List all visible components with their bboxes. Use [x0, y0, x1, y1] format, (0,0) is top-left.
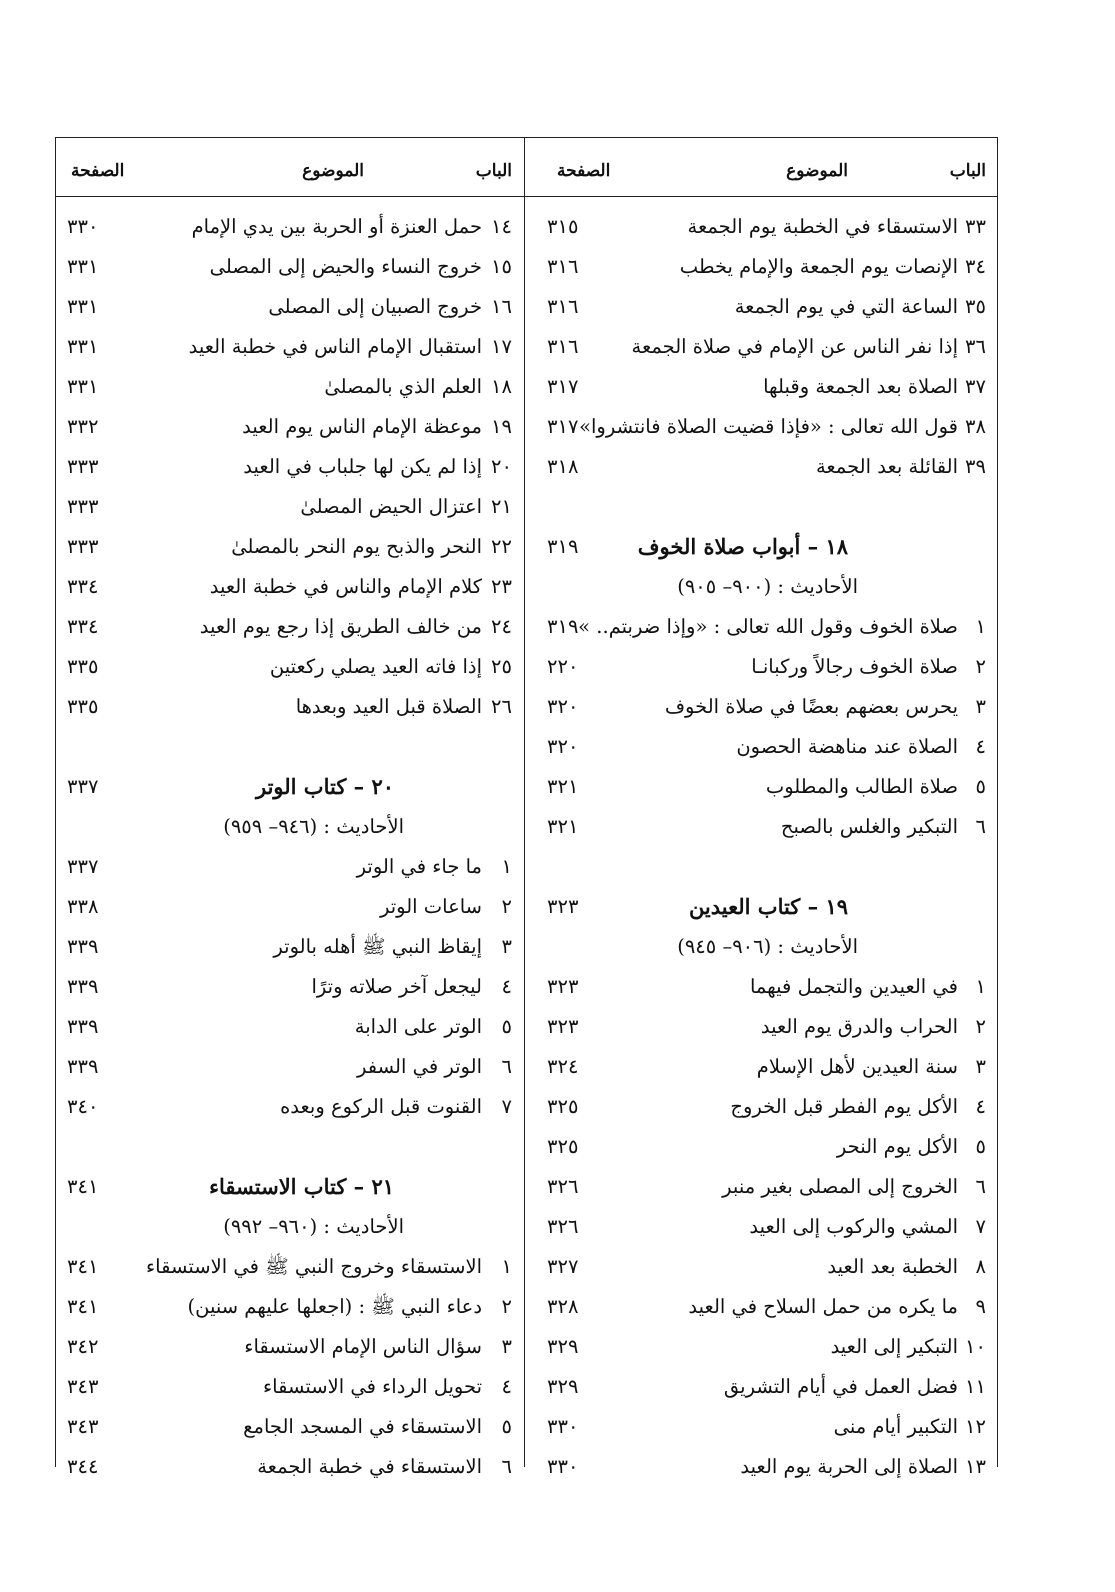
- page-number: ٣١٩: [547, 615, 579, 638]
- chapter-title: الخطبة بعد العيد: [827, 1255, 958, 1278]
- chapter-number: ٢: [975, 655, 986, 678]
- index-row: [529, 727, 998, 767]
- chapter-title: ما جاء في الوتر: [356, 855, 482, 878]
- page-number: ٣١٦: [547, 295, 579, 318]
- chapter-number: ٢٦: [491, 695, 512, 718]
- index-row: [529, 1167, 998, 1207]
- column-divider: [524, 137, 525, 1467]
- chapter-title: الصلاة بعد الجمعة وقبلها: [763, 375, 958, 398]
- chapter-number: ٤: [501, 975, 512, 998]
- header-mawdu: الموضوع: [302, 161, 364, 181]
- page-number: ٣٤٣: [67, 1375, 99, 1398]
- page-number: ٣٣٩: [67, 1055, 99, 1078]
- page-number: ٣٣٩: [67, 975, 99, 998]
- page-number: ٣٣٢: [67, 415, 99, 438]
- page-number: ٣٣٩: [67, 935, 99, 958]
- chapter-number: ٢: [501, 1295, 512, 1318]
- index-row: [529, 1127, 998, 1167]
- chapter-title: الاستسقاء وخروج النبي ﷺ في الاستسقاء: [145, 1255, 482, 1278]
- page-number: ٣٣٠: [547, 1415, 579, 1438]
- chapter-title: الخروج إلى المصلى بغير منبر: [722, 1175, 958, 1198]
- chapter-number: ٢٤: [491, 615, 512, 638]
- chapter-number: ٣٧: [965, 375, 986, 398]
- chapter-title: إذا فاته العيد يصلي ركعتين: [269, 655, 482, 678]
- chapter-number: ٢٠: [491, 455, 512, 478]
- index-row: [55, 1407, 524, 1447]
- index-row: [529, 327, 998, 367]
- section-title: ٢١ – كتاب الاستسقاء: [209, 1174, 394, 1199]
- chapter-title: سنة العيدين لأهل الإسلام: [756, 1055, 958, 1078]
- page-number: ٣٢١: [547, 815, 579, 838]
- chapter-number: ٣٨: [965, 415, 986, 438]
- index-row: [529, 1407, 998, 1447]
- index-row: [55, 1007, 524, 1047]
- index-table: [55, 137, 998, 1478]
- chapter-title: ليجعل آخر صلاته وترًا: [311, 975, 482, 998]
- page-number: ٣٣٤: [67, 575, 99, 598]
- chapter-number: ٥: [501, 1015, 512, 1038]
- index-row: [529, 847, 998, 887]
- index-row: [55, 1127, 524, 1167]
- index-row: [55, 687, 524, 727]
- chapter-title: الساعة التي في يوم الجمعة: [734, 295, 958, 318]
- page-number: ٣٢٣: [547, 895, 579, 918]
- page-number: ٣٣١: [67, 335, 99, 358]
- page-number: ٢٢٠: [547, 655, 579, 678]
- page-number: ٣٣١: [67, 255, 99, 278]
- chapter-title: الأحاديث : (٩٤٦– ٩٥٩): [223, 815, 404, 838]
- chapter-number: ٧: [975, 1215, 986, 1238]
- page-number: ٣٢٥: [547, 1135, 579, 1158]
- chapter-number: ٥: [975, 775, 986, 798]
- chapter-number: ١٤: [491, 215, 512, 238]
- chapter-number: ١: [501, 855, 512, 878]
- chapter-number: ٤: [501, 1375, 512, 1398]
- index-row: [529, 807, 998, 847]
- chapter-title: صلاة الخوف رجالاً وركبانـا: [751, 655, 958, 678]
- page-number: ٣٢٥: [547, 1095, 579, 1118]
- chapter-title: الوتر على الدابة: [354, 1015, 482, 1038]
- chapter-title: ما يكره من حمل السلاح في العيد: [688, 1295, 958, 1318]
- chapter-number: ٣: [501, 935, 512, 958]
- chapter-number: ٢٣: [491, 575, 512, 598]
- page-number: ٣٤٤: [67, 1455, 99, 1478]
- index-row: [529, 207, 998, 247]
- chapter-number: ٥: [975, 1135, 986, 1158]
- chapter-title: النحر والذبح يوم النحر بالمصلىٰ: [231, 535, 482, 558]
- section-heading-row: [55, 767, 524, 807]
- index-row: [529, 287, 998, 327]
- chapter-title: التبكير إلى العيد: [830, 1335, 958, 1358]
- header-safha: الصفحة: [71, 161, 125, 181]
- chapter-number: ١٠: [965, 1335, 986, 1358]
- index-row: [55, 407, 524, 447]
- section-title: ١٩ – كتاب العيدين: [688, 894, 848, 919]
- page-number: ٣٢٤: [547, 1055, 579, 1078]
- index-row: [55, 967, 524, 1007]
- index-row: [529, 687, 998, 727]
- page-number: ٣٣٠: [67, 215, 99, 238]
- page-number: ٣٢٦: [547, 1215, 579, 1238]
- chapter-title: فضل العمل في أيام التشريق: [723, 1375, 958, 1398]
- hadith-range-row: [55, 807, 524, 847]
- chapter-number: ٦: [501, 1055, 512, 1078]
- chapter-number: ٦: [975, 1175, 986, 1198]
- chapter-number: ٦: [975, 815, 986, 838]
- chapter-title: الاستسقاء في المسجد الجامع: [243, 1415, 482, 1438]
- hadith-range-row: [529, 567, 998, 607]
- index-row: [55, 567, 524, 607]
- page-number: ٣٣٧: [67, 855, 99, 878]
- index-row: [55, 607, 524, 647]
- index-row: [529, 1047, 998, 1087]
- chapter-title: موعظة الإمام الناس يوم العيد: [242, 415, 482, 438]
- index-row: [55, 527, 524, 567]
- chapter-number: ١٩: [491, 415, 512, 438]
- chapter-title: حمل العنزة أو الحربة بين يدي الإمام: [191, 215, 482, 238]
- chapter-number: ٧: [501, 1095, 512, 1118]
- chapter-number: ٣٤: [965, 255, 986, 278]
- index-row: [55, 207, 524, 247]
- chapter-title: الوتر في السفر: [357, 1055, 482, 1078]
- page-number: ٣٣٨: [67, 895, 99, 918]
- page-number: ٣٣٣: [67, 455, 99, 478]
- page-number: ٣٣٣: [67, 535, 99, 558]
- index-row: [529, 1367, 998, 1407]
- header-bab: الباب: [475, 161, 512, 181]
- index-row: [529, 1087, 998, 1127]
- page-number: ٣١٨: [547, 455, 579, 478]
- chapter-number: ٣: [501, 1335, 512, 1358]
- chapter-number: ٤: [975, 1095, 986, 1118]
- index-row: [55, 727, 524, 767]
- chapter-title: الاستسقاء في خطبة الجمعة: [257, 1455, 482, 1478]
- chapter-number: ٥: [501, 1415, 512, 1438]
- index-row: [529, 367, 998, 407]
- page-number: ٣٤١: [67, 1175, 99, 1198]
- chapter-title: خروج النساء والحيض إلى المصلى: [209, 255, 482, 278]
- chapter-number: ١: [501, 1255, 512, 1278]
- index-row: [55, 887, 524, 927]
- index-row: [55, 847, 524, 887]
- chapter-title: القنوت قبل الركوع وبعده: [280, 1095, 482, 1118]
- chapter-title: في العيدين والتجمل فيهما: [749, 975, 958, 998]
- chapter-title: سؤال الناس الإمام الاستسقاء: [244, 1335, 482, 1358]
- hadith-range-row: [529, 927, 998, 967]
- chapter-number: ١٦: [491, 295, 512, 318]
- index-row: [529, 1247, 998, 1287]
- page-number: ٣٣٥: [67, 655, 99, 678]
- index-row: [55, 1367, 524, 1407]
- page-number: ٣٢٩: [547, 1375, 579, 1398]
- chapter-title: إذا نفر الناس عن الإمام في صلاة الجمعة: [631, 335, 958, 358]
- chapter-title: الإنصات يوم الجمعة والإمام يخطب: [679, 255, 958, 278]
- chapter-number: ٣: [975, 695, 986, 718]
- chapter-title: الاستسقاء في الخطبة يوم الجمعة: [687, 215, 958, 238]
- index-row: [529, 607, 998, 647]
- chapter-title: الصلاة إلى الحربة يوم العيد: [740, 1455, 958, 1478]
- hadith-range-row: [55, 1207, 524, 1247]
- page-number: ٣١٦: [547, 335, 579, 358]
- chapter-number: ١٨: [491, 375, 512, 398]
- chapter-number: ١٣: [965, 1455, 986, 1478]
- page-number: ٣٣٩: [67, 1015, 99, 1038]
- chapter-number: ٦: [501, 1455, 512, 1478]
- chapter-number: ٣: [975, 1055, 986, 1078]
- chapter-number: ٢٥: [491, 655, 512, 678]
- chapter-title: خروج الصبيان إلى المصلى: [268, 295, 482, 318]
- page-number: ٣١٧: [547, 375, 579, 398]
- page-number: ٣١٦: [547, 255, 579, 278]
- chapter-title: الأحاديث : (٩٦٠– ٩٩٢): [223, 1215, 404, 1238]
- index-row: [55, 487, 524, 527]
- chapter-number: ٣٩: [965, 455, 986, 478]
- section-heading-row: [529, 887, 998, 927]
- chapter-number: ١٧: [491, 335, 512, 358]
- page-number: ٣٢٠: [547, 735, 579, 758]
- page-number: ٣١٩: [547, 535, 579, 558]
- chapter-number: ١: [975, 975, 986, 998]
- page-number: ٣٤٢: [67, 1335, 99, 1358]
- section-heading-row: [55, 1167, 524, 1207]
- index-row: [55, 927, 524, 967]
- chapter-number: ١: [975, 615, 986, 638]
- chapter-title: الصلاة عند مناهضة الحصون: [736, 735, 958, 758]
- chapter-number: ٩: [975, 1295, 986, 1318]
- chapter-title: القائلة بعد الجمعة: [815, 455, 958, 478]
- chapter-title: دعاء النبي ﷺ : (اجعلها عليهم سنين): [187, 1295, 482, 1318]
- index-row: [529, 967, 998, 1007]
- chapter-number: ٢: [975, 1015, 986, 1038]
- left-column: [55, 137, 524, 1478]
- index-row: [529, 1207, 998, 1247]
- chapter-title: يحرس بعضهم بعضًا في صلاة الخوف: [664, 695, 958, 718]
- index-row: [529, 647, 998, 687]
- chapter-title: الحراب والدرق يوم العيد: [760, 1015, 958, 1038]
- chapter-title: المشي والركوب إلى العيد: [749, 1215, 958, 1238]
- page-number: ٣٢٩: [547, 1335, 579, 1358]
- index-row: [55, 1087, 524, 1127]
- header-safha: الصفحة: [557, 161, 611, 181]
- page-number: ٣٣٣: [67, 495, 99, 518]
- index-row: [529, 1007, 998, 1047]
- chapter-title: صلاة الطالب والمطلوب: [765, 775, 958, 798]
- chapter-title: الصلاة قبل العيد وبعدها: [295, 695, 482, 718]
- chapter-number: ٤: [975, 735, 986, 758]
- index-row: [529, 447, 998, 487]
- page-number: ٣٣٥: [67, 695, 99, 718]
- page-number: ٣٣١: [67, 295, 99, 318]
- page-number: ٣٤٣: [67, 1415, 99, 1438]
- index-row: [55, 247, 524, 287]
- chapter-number: ٢١: [491, 495, 512, 518]
- page-number: ٣٢٣: [547, 1015, 579, 1038]
- index-row: [529, 487, 998, 527]
- page-number: ٣٢٧: [547, 1255, 579, 1278]
- page-number: ٣٤١: [67, 1255, 99, 1278]
- index-row: [55, 1247, 524, 1287]
- section-title: ٢٠ – كتاب الوتر: [255, 774, 394, 799]
- chapter-title: التبكير والغلس بالصبح: [780, 815, 958, 838]
- index-row: [55, 1327, 524, 1367]
- page-number: ٣٤٠: [67, 1095, 99, 1118]
- index-row: [55, 287, 524, 327]
- chapter-number: ٢٢: [491, 535, 512, 558]
- index-row: [529, 407, 998, 447]
- page-number: ٣٢٠: [547, 695, 579, 718]
- chapter-title: كلام الإمام والناس في خطبة العيد: [209, 575, 482, 598]
- chapter-number: ٣٦: [965, 335, 986, 358]
- index-row: [529, 1327, 998, 1367]
- chapter-title: من خالف الطريق إذا رجع يوم العيد: [199, 615, 482, 638]
- chapter-title: الأحاديث : (٩٠٠– ٩٠٥): [677, 575, 858, 598]
- chapter-title: الأحاديث : (٩٠٦– ٩٤٥): [677, 935, 858, 958]
- page-number: ٣٢٨: [547, 1295, 579, 1318]
- chapter-title: صلاة الخوف وقول الله تعالى : «وإذا ضربتم.. »: [578, 615, 958, 638]
- page-number: ٣٣٤: [67, 615, 99, 638]
- page-number: ٣٢١: [547, 775, 579, 798]
- page-number: ٣٣٧: [67, 775, 99, 798]
- chapter-title: الأكل يوم النحر: [836, 1135, 958, 1158]
- chapter-title: ساعات الوتر: [379, 895, 482, 918]
- section-title: ١٨ – أبواب صلاة الخوف: [637, 534, 848, 559]
- chapter-title: تحويل الرداء في الاستسقاء: [263, 1375, 482, 1398]
- index-row: [529, 1447, 998, 1487]
- chapter-title: استقبال الإمام الناس في خطبة العيد: [188, 335, 482, 358]
- chapter-number: ٣٣: [965, 215, 986, 238]
- page-number: ٣٤١: [67, 1295, 99, 1318]
- chapter-title: الأكل يوم الفطر قبل الخروج: [730, 1095, 958, 1118]
- page-number: ٣٢٣: [547, 975, 579, 998]
- index-row: [55, 327, 524, 367]
- index-row: [55, 447, 524, 487]
- index-row: [529, 1287, 998, 1327]
- page-number: ٣١٧: [547, 415, 579, 438]
- chapter-number: ١١: [965, 1375, 986, 1398]
- header-mawdu: الموضوع: [786, 161, 848, 181]
- right-column: [529, 137, 998, 1478]
- chapter-number: ١٢: [965, 1415, 986, 1438]
- chapter-number: ٨: [975, 1255, 986, 1278]
- index-row: [55, 1287, 524, 1327]
- chapter-title: قول الله تعالى : «فإذا قضيت الصلاة فانتشروا»: [579, 415, 958, 438]
- chapter-number: ١٥: [491, 255, 512, 278]
- chapter-title: التكبير أيام منى: [833, 1415, 958, 1438]
- page-number: ٣٢٦: [547, 1175, 579, 1198]
- chapter-title: إذا لم يكن لها جلباب في العيد: [243, 455, 482, 478]
- chapter-number: ٣٥: [965, 295, 986, 318]
- page-number: ٣٣٠: [547, 1455, 579, 1478]
- chapter-title: اعتزال الحيض المصلىٰ: [300, 495, 482, 518]
- index-row: [529, 767, 998, 807]
- chapter-title: العلم الذي بالمصلىٰ: [324, 375, 482, 398]
- index-row: [529, 247, 998, 287]
- index-row: [55, 1047, 524, 1087]
- header-bab: الباب: [949, 161, 986, 181]
- chapter-number: ٢: [501, 895, 512, 918]
- section-heading-row: [529, 527, 998, 567]
- chapter-title: إيقاظ النبي ﷺ أهله بالوتر: [273, 935, 482, 958]
- index-row: [55, 367, 524, 407]
- index-row: [55, 647, 524, 687]
- page-number: ٣٣١: [67, 375, 99, 398]
- page-number: ٣١٥: [547, 215, 579, 238]
- index-row: [55, 1447, 524, 1487]
